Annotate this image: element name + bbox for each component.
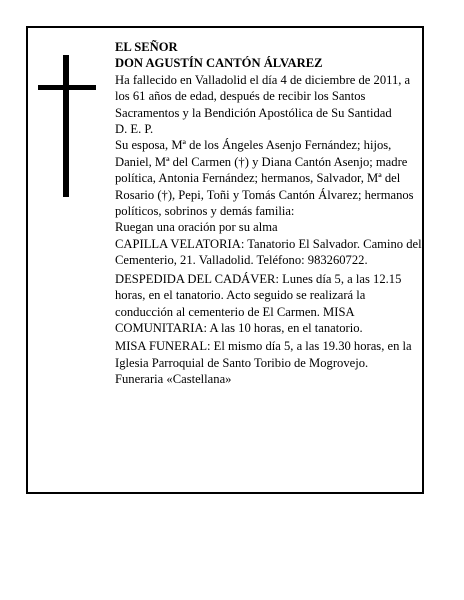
prayer-request: Ruegan una oración por su alma	[115, 220, 278, 235]
rest-in-peace: D. E. P.	[115, 122, 154, 137]
funeral-home: Funeraria «Castellana»	[115, 372, 232, 387]
farewell-info: DESPEDIDA DEL CADÁVER: Lunes día 5, a las 12.15 horas, en el tanatorio. Acto seguido se realizará la conducción al cementerio de El Carmen. MISA COMUNITARIA: A las 10 horas, en el tanatorio.	[115, 271, 402, 335]
deceased-name: DON AGUSTÍN CANTÓN ÁLVAREZ	[115, 56, 323, 71]
funeral-mass-info: MISA FUNERAL: El mismo día 5, a las 19.30 horas, en la Iglesia Parroquial de Santo Toribio de Mogrovejo.	[115, 339, 412, 370]
cross-icon	[38, 55, 96, 197]
heading-title: EL SEÑOR	[115, 40, 178, 54]
cross-horizontal-bar	[38, 85, 96, 90]
death-statement: Ha fallecido en Valladolid el día 4 de diciembre de 2011, a los 61 años de edad, después de recibir los Santos Sacramentos y la Bendición Apostólica de Su Santidad	[115, 72, 411, 120]
family-list: Su esposa, Mª de los Ángeles Asenjo Fernández; hijos, Daniel, Mª del Carmen (†) y Diana Cantón Asenjo; madre política, Antonia Fernández; hermanos, Salvador, Mª del Rosario (†), Pepi, Toñi y Tomás Cantón Álvarez; hermanos políticos, sobrinos y demás familia:	[115, 138, 414, 219]
obituary-text	[115, 39, 425, 388]
chapel-info: CAPILLA VELATORIA: Tanatorio El Salvador. Camino del Cementerio, 21. Valladolid. Teléfono: 983260722.	[115, 236, 422, 268]
cross-vertical-bar	[63, 55, 69, 197]
